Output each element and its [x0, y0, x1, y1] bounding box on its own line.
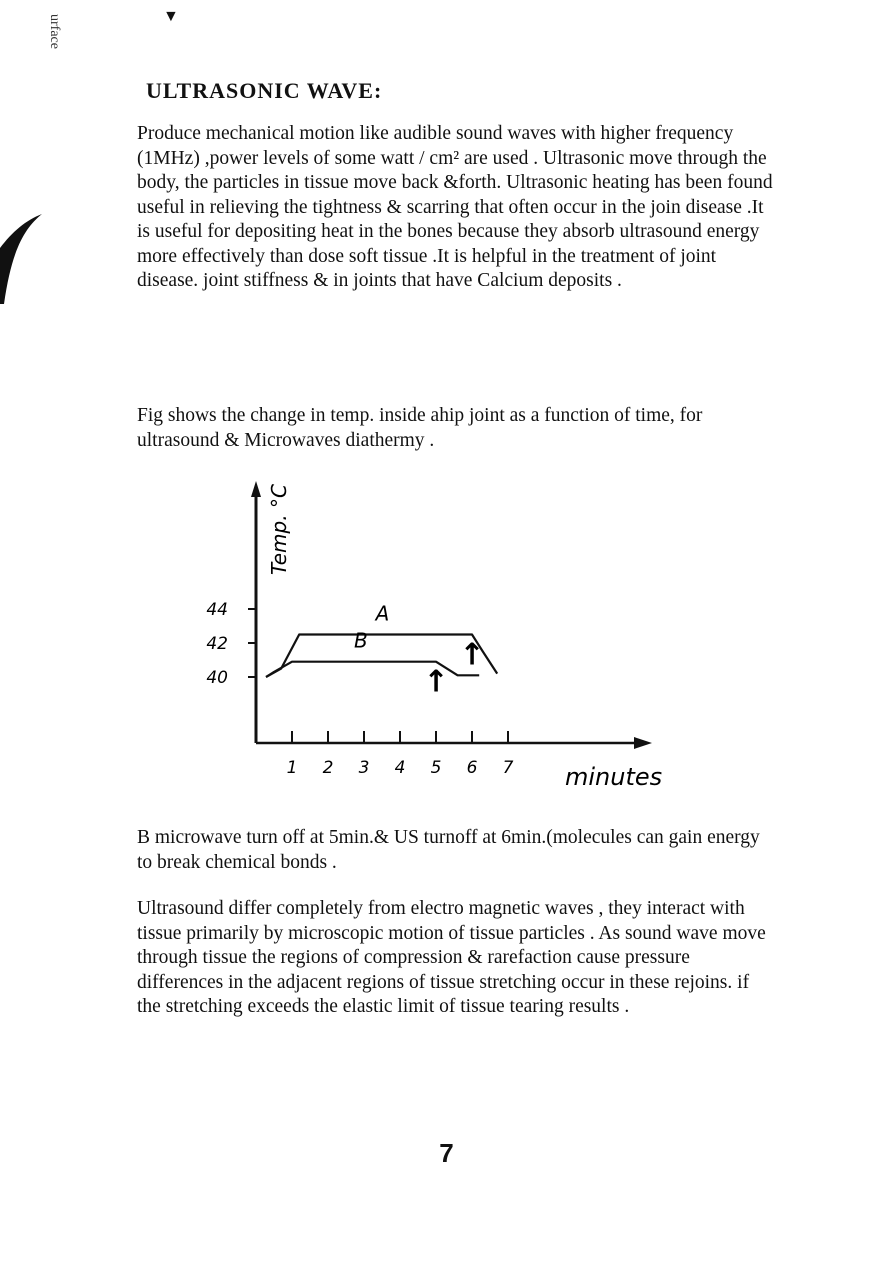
turnoff-arrow-icon: ↑	[423, 664, 449, 700]
series-label-b: B	[354, 628, 368, 653]
x-tick-label: 4	[394, 758, 406, 778]
x-tick-label: 6	[466, 758, 478, 778]
x-tick-label: 2	[322, 758, 334, 778]
y-axis-arrow-icon	[251, 481, 261, 497]
x-tick-label: 7	[502, 758, 514, 778]
section-heading: ULTRASONIC WAVE:	[146, 78, 383, 103]
x-axis-title: minutes	[565, 763, 663, 791]
paragraph-turnoff-note: B microwave turn off at 5min.& US turnoff at 6min.(molecules can gain energy to break chemical bonds .	[137, 827, 760, 873]
y-tick-label: 44	[206, 600, 228, 620]
margin-note: urface	[47, 14, 62, 49]
temperature-chart	[170, 465, 690, 795]
series-label-a: A	[375, 601, 390, 626]
edge-shadow-icon	[0, 208, 44, 308]
paragraph-intro: Produce mechanical motion like audible sound waves with higher frequency (1MHz) ,power levels of some watt / cm² are used . Ultrasonic move through the body, the particles in tissue move back &forth. Ultrasonic heating has been found useful in relieving the tightness & scarring that often occur in the join disease .It is useful for depositing heat in the bones because they absorb ultrasound energy more effectively than dose soft tissue .It is helpful in the treatment of joint disease. joint stiffness & in joints that have Calcium deposits .	[137, 123, 773, 291]
paragraph-figure-caption: Fig shows the change in temp. inside ahip joint as a function of time, for ultrasound & Microwaves diathermy .	[137, 405, 703, 451]
bullet-marker-icon: ▼	[163, 8, 179, 25]
x-tick-label: 1	[286, 758, 298, 778]
x-tick-label: 5	[430, 758, 442, 778]
turnoff-arrow-icon: ↑	[459, 637, 485, 673]
y-tick-label: 42	[206, 634, 228, 654]
x-axis-arrow-icon	[634, 737, 652, 749]
y-tick-label: 40	[206, 668, 228, 688]
chart-axes	[251, 481, 652, 749]
page-number: 7	[439, 1138, 454, 1168]
y-axis-title: Temp. °C	[267, 484, 291, 575]
x-tick-label: 3	[358, 758, 370, 778]
paragraph-ultrasound-difference: Ultrasound differ completely from electro magnetic waves , they interact with tissue primarily by microscopic motion of tissue particles . As sound wave move through tissue the regions of compression & rarefaction cause pressure differences in the adjacent regions of tissue stretching occur in these rejoins. if the stretching exceeds the elastic limit of tissue tearing results .	[137, 898, 766, 1017]
